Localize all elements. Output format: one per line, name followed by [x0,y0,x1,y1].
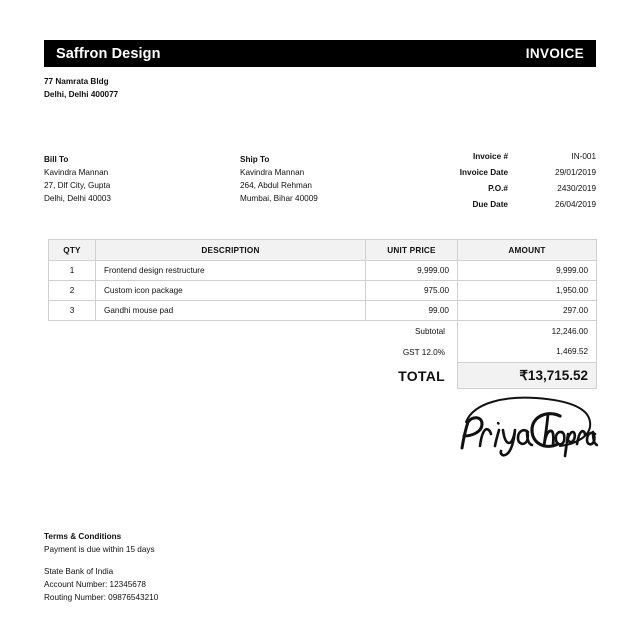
ship-to-name: Kavindra Mannan [240,168,305,177]
invoice-date-row [316,168,596,184]
signature-icon [448,396,598,468]
table-row [49,281,597,301]
company-address-line-1: 77 Namrata Bldg [44,77,109,86]
row-qty: 1 [49,261,96,281]
invoice-header-bar [44,40,596,67]
po-number-row [316,184,596,200]
row-amount: 9,999.00 [458,261,597,281]
due-date-row [316,200,596,216]
column-header-qty: QTY [49,240,96,261]
column-header-unit-price: UNIT PRICE [366,240,458,261]
document-type-label: INVOICE [525,46,584,61]
bill-to-block [44,153,111,205]
column-header-amount: AMOUNT [458,240,597,261]
account-number: Account Number: 12345678 [44,580,146,589]
table-header-row [49,240,597,261]
row-amount: 297.00 [458,301,597,321]
ship-to-line-2: Mumbai, Bihar 40009 [240,194,318,203]
bill-to-name: Kavindra Mannan [44,168,109,177]
row-unit-price: 975.00 [366,281,458,301]
terms-title: Terms & Conditions [44,532,122,541]
row-amount: 1,950.00 [458,281,597,301]
due-date-label: Due Date [472,200,508,209]
signature-block [448,396,598,468]
invoice-date-label: Invoice Date [459,168,508,177]
bill-to-title: Bill To [44,155,69,164]
column-header-description: DESCRIPTION [96,240,366,261]
routing-number: Routing Number: 09876543210 [44,593,159,602]
invoice-date-value: 29/01/2019 [555,168,596,177]
row-description: Frontend design restructure [96,261,366,281]
tax-label: GST 12.0% [402,347,445,357]
invoice-number-value: IN-001 [571,152,596,161]
row-unit-price: 99.00 [366,301,458,321]
po-number-label: P.O.# [488,184,508,193]
company-address [44,76,118,101]
company-name: Saffron Design [56,45,161,62]
subtotal-value: 12,246.00 [458,321,597,342]
bank-name: State Bank of India [44,567,114,576]
total-label: TOTAL [398,367,445,384]
po-number-value: 2430/2019 [557,184,596,193]
terms-spacer [44,556,158,565]
bill-to-line-2: Delhi, Delhi 40003 [44,194,111,203]
terms-and-conditions-block [44,530,158,604]
invoice-number-label: Invoice # [472,152,508,161]
row-qty: 3 [49,301,96,321]
company-address-line-2: Delhi, Delhi 400077 [44,89,119,99]
ship-to-title: Ship To [240,155,270,164]
tax-row [49,342,597,363]
invoice-meta-block [316,152,596,216]
subtotal-label: Subtotal [414,326,445,336]
tax-value: 1,469.52 [458,342,597,363]
row-description: Gandhi mouse pad [96,301,366,321]
invoice-number-row [316,152,596,168]
line-items-table [48,239,597,389]
bill-to-line-1: 27, Dlf City, Gupta [44,181,111,190]
due-date-value: 26/04/2019 [555,200,596,209]
ship-to-line-1: 264, Abdul Rehman [240,181,312,190]
row-description: Custom icon package [96,281,366,301]
payment-terms: Payment is due within 15 days [44,545,155,554]
ship-to-block [240,153,318,205]
row-qty: 2 [49,281,96,301]
total-value: ₹13,715.52 [458,363,597,389]
subtotal-row [49,321,597,342]
table-row [49,261,597,281]
total-row [49,363,597,389]
table-row [49,301,597,321]
row-unit-price: 9,999.00 [366,261,458,281]
